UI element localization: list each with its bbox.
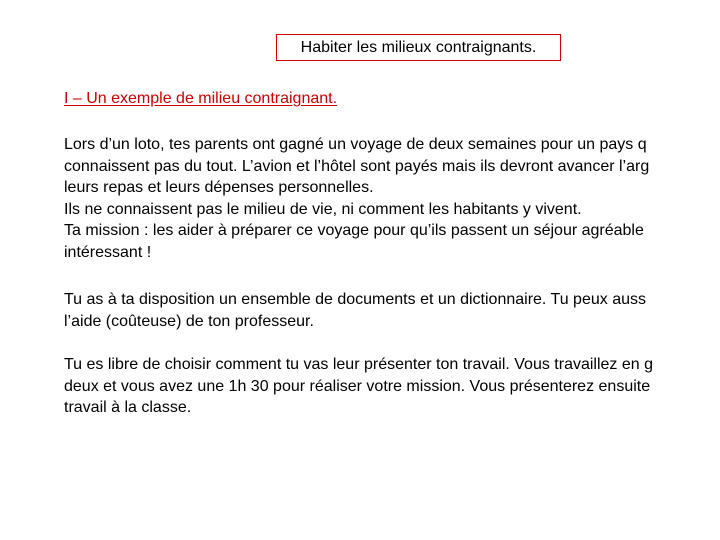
paragraph-line: Ta mission : les aider à préparer ce voyage pour qu’ils passent un séjour agréable xyxy=(64,222,644,240)
paragraph-resources xyxy=(64,289,646,332)
paragraph-line: travail à la classe. xyxy=(64,399,192,417)
paragraph-line: deux et vous avez une 1h 30 pour réaliser votre mission. Vous présenterez ensuite xyxy=(64,377,651,395)
paragraph-line: leurs repas et leurs dépenses personnelles. xyxy=(64,179,374,197)
paragraph-line: connaissent pas du tout. L’avion et l’hôtel sont payés mais ils devront avancer l’arg xyxy=(64,157,650,175)
paragraph-line: Tu es libre de choisir comment tu vas leur présenter ton travail. Vous travaillez en g xyxy=(64,356,654,373)
paragraph-instructions xyxy=(64,354,653,419)
paragraph-intro xyxy=(64,134,649,264)
document-title-text: Habiter les milieux contraignants. xyxy=(300,38,537,56)
document-title xyxy=(276,34,561,61)
paragraph-line: Tu as à ta disposition un ensemble de documents et un dictionnaire. Tu peux auss xyxy=(64,291,646,308)
paragraph-line: intéressant ! xyxy=(64,243,152,261)
paragraph-line: l’aide (coûteuse) de ton professeur. xyxy=(64,312,314,330)
paragraph-line: Ils ne connaissent pas le milieu de vie, ni comment les habitants y vivent. xyxy=(64,200,582,218)
section-heading: I – Un exemple de milieu contraignant. xyxy=(64,90,338,107)
paragraph-line: Lors d’un loto, tes parents ont gagné un voyage de deux semaines pour un pays q xyxy=(64,136,647,153)
